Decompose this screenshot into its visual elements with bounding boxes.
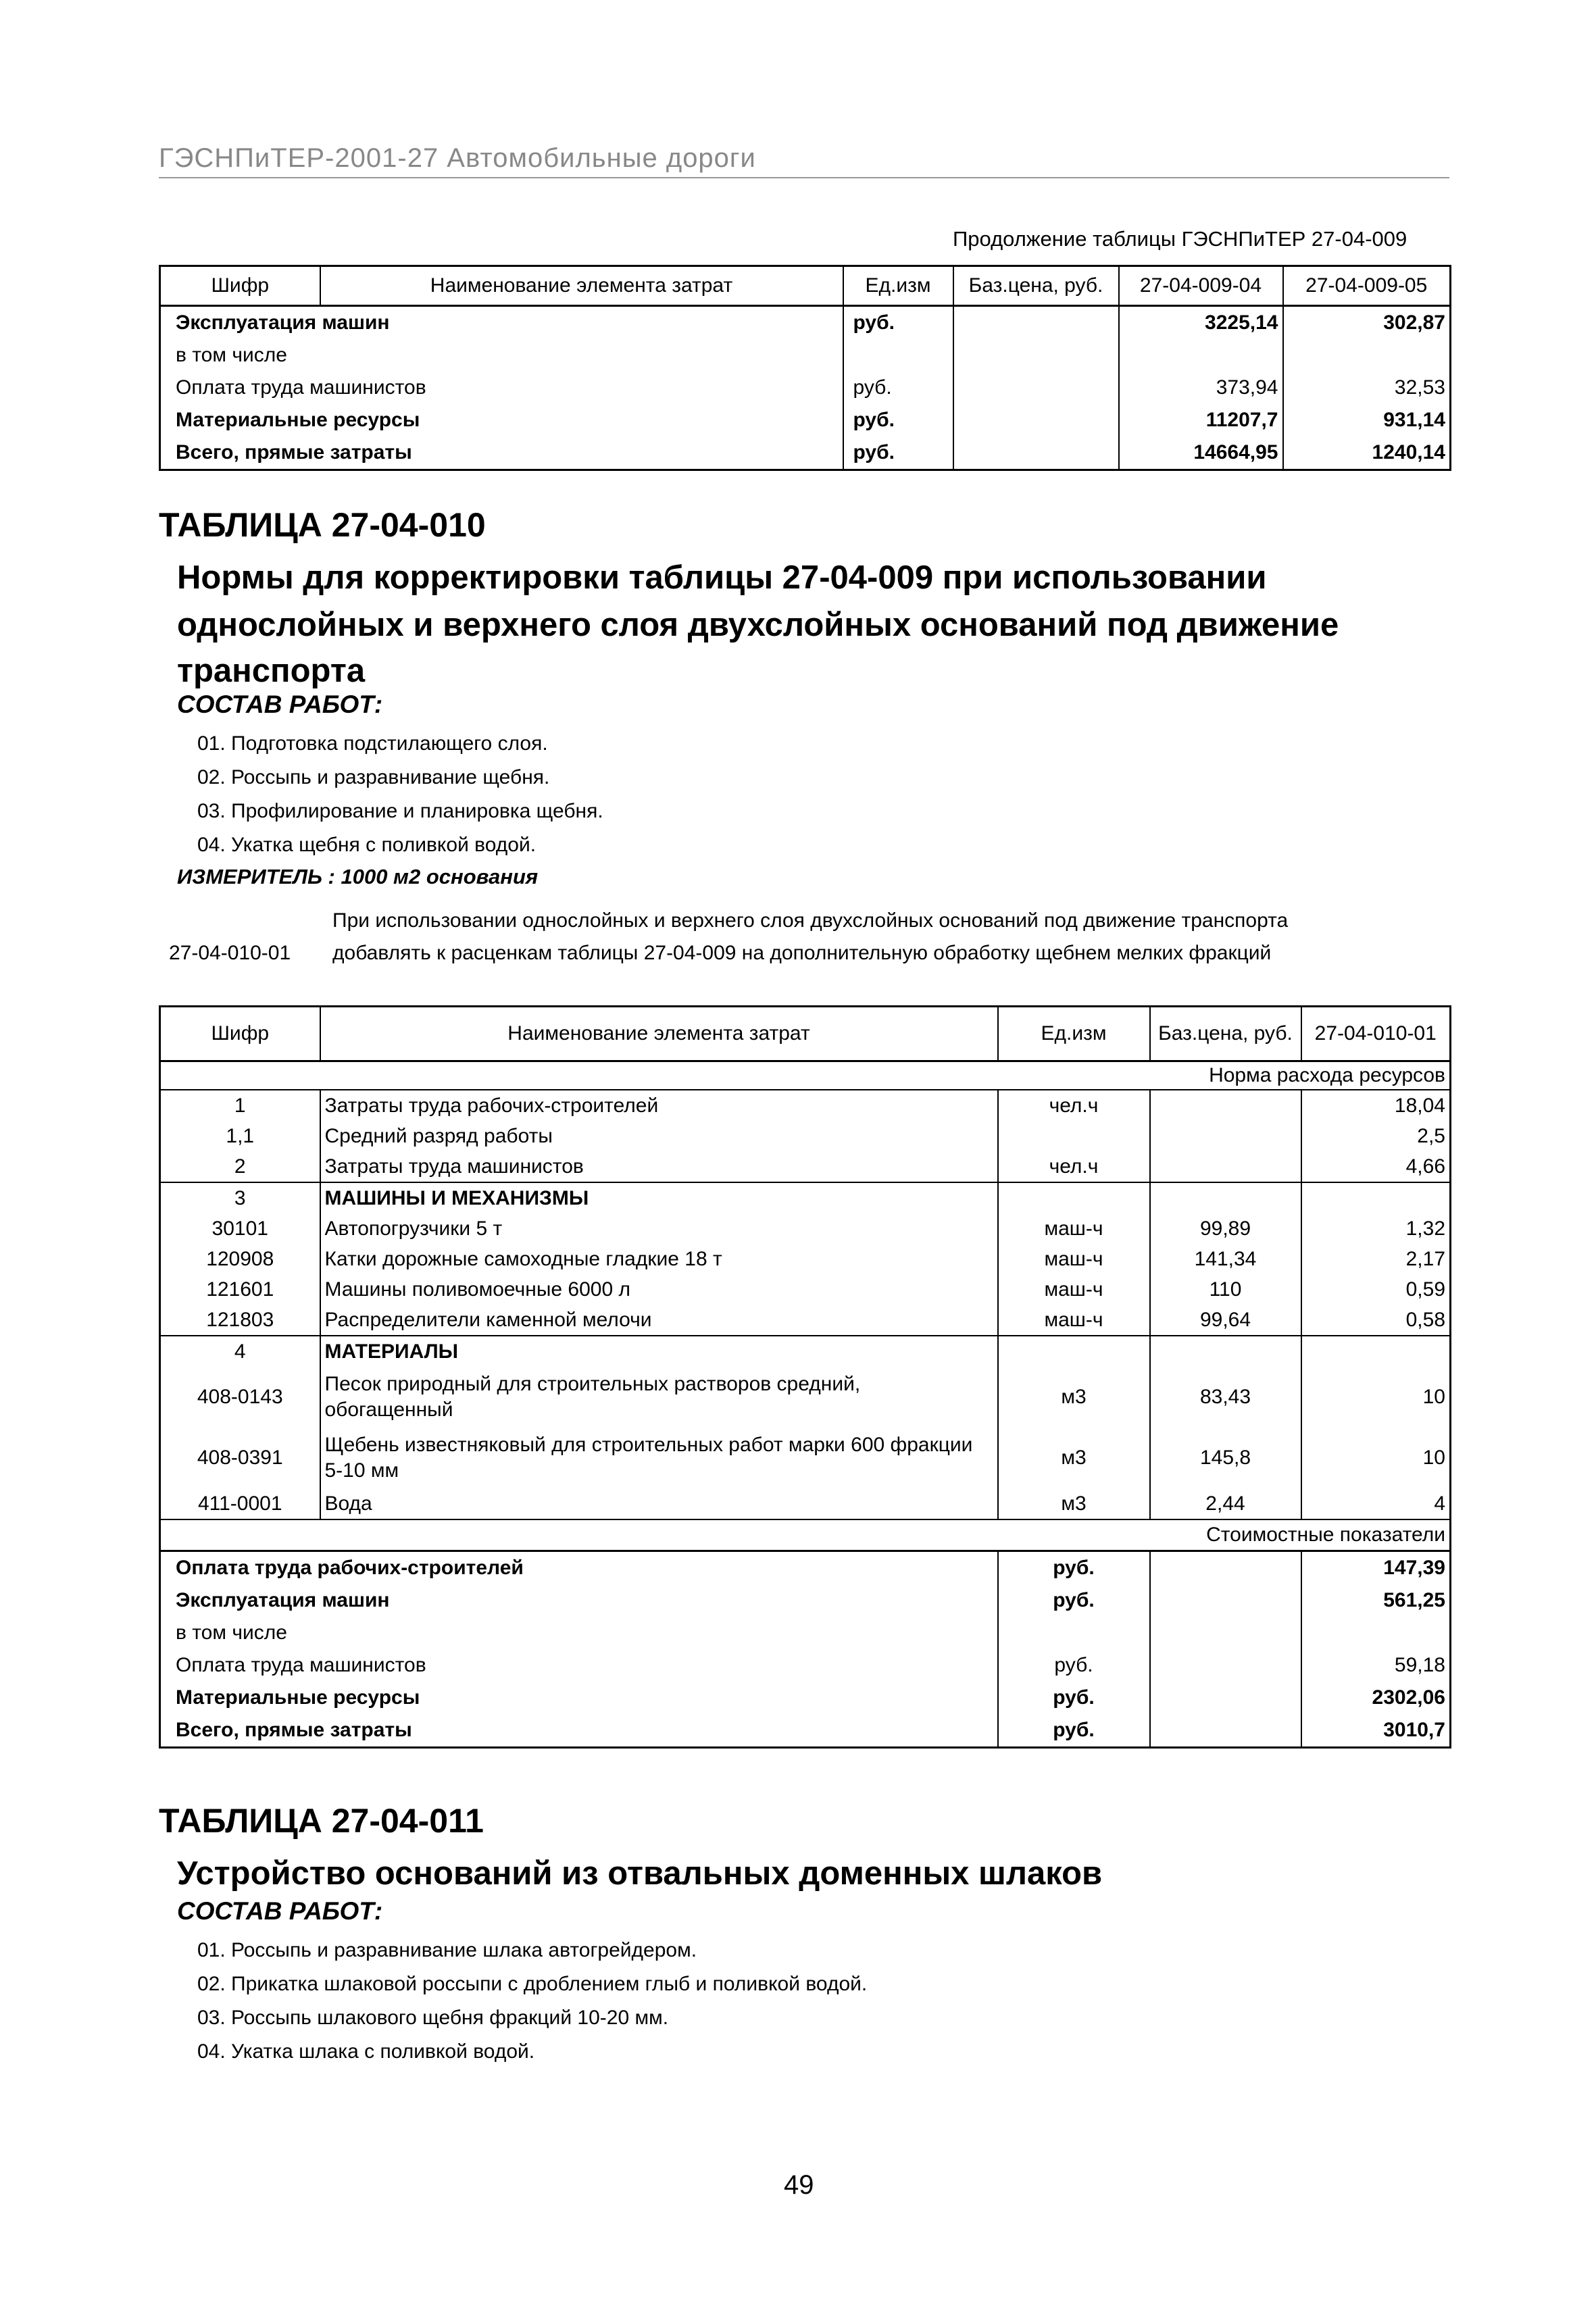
cost-value-cell: 3010,7 [1383, 1719, 1445, 1741]
intro-line-2: добавлять к расценкам таблицы 27-04-009 на дополнительную обработку щебнем мелких фракций [332, 942, 1272, 964]
table-27-04-009-continuation [159, 265, 1451, 471]
unit-cell: м3 [998, 1428, 1150, 1488]
cost-name: Оплата труда машинистов [176, 376, 426, 399]
work-item-011-4: 04. Укатка шлака с поливкой водой. [197, 2040, 535, 2063]
resource-name: Распределители каменной мелочи [320, 1305, 998, 1336]
resource-code: 1 [160, 1090, 320, 1121]
resource-name: Щебень известняковый для строительных работ марки 600 фракции 5-10 мм [320, 1428, 998, 1488]
resource-name: Песок природный для строительных растворов средний, обогащенный [320, 1367, 998, 1428]
cost-name: в том числе [176, 344, 287, 366]
unit-cell: маш-ч [998, 1244, 1150, 1274]
cost-name: Эксплуатация машин [176, 1589, 390, 1611]
unit-cell: м3 [998, 1367, 1150, 1428]
cost-row [160, 1584, 1451, 1617]
base-price-cell [953, 306, 1119, 340]
base-price-cell [1150, 1649, 1301, 1682]
norm-value-cell: 10 [1422, 1386, 1445, 1408]
cost-row [160, 1714, 1451, 1748]
resource-name: Средний разряд работы [320, 1121, 998, 1151]
unit-cell: руб. [843, 372, 953, 404]
column-header: Наименование элемента затрат [320, 1007, 998, 1061]
value-cell: 1240,14 [1372, 441, 1445, 463]
running-title: ГЭСНПиТЕР-2001-27 Автомобильные дороги [159, 143, 756, 173]
table-continuation-caption: Продолжение таблицы ГЭСНПиТЕР 27-04-009 [953, 227, 1407, 251]
column-header: Ед.изм [998, 1007, 1150, 1061]
unit-cell: руб. [998, 1551, 1150, 1585]
unit-cell [998, 1182, 1150, 1213]
unit-cell: руб. [998, 1682, 1150, 1714]
cost-value-cell: 147,39 [1383, 1557, 1445, 1579]
resource-code: 120908 [160, 1244, 320, 1274]
resource-name: Затраты труда машинистов [320, 1151, 998, 1182]
table-row [160, 372, 1451, 404]
resource-code: 30101 [160, 1213, 320, 1244]
izmeritel-010: ИЗМЕРИТЕЛЬ : 1000 м2 основания [177, 865, 539, 888]
norm-value-cell: 4 [1434, 1492, 1445, 1515]
cost-name: Материальные ресурсы [176, 409, 420, 431]
value-cell: 373,94 [1119, 372, 1283, 404]
base-price-cell [1150, 1121, 1301, 1151]
table-title-010-line3: транспорта [177, 653, 366, 689]
column-header: 27-04-010-01 [1301, 1007, 1451, 1061]
unit-cell: м3 [998, 1488, 1150, 1519]
table-title-011: Устройство оснований из отвальных доменных шлаков [177, 1855, 1103, 1892]
table-row [160, 339, 1451, 372]
table-row [160, 1305, 1451, 1336]
unit-cell [998, 1617, 1150, 1649]
base-price-cell [1150, 1551, 1301, 1585]
value-cell: 32,53 [1394, 376, 1445, 399]
cost-name: Оплата труда рабочих-строителей [176, 1557, 524, 1579]
base-price-cell: 83,43 [1150, 1367, 1301, 1428]
column-header: 27-04-009-04 [1119, 266, 1283, 306]
table-row [160, 306, 1451, 340]
table-row [160, 1274, 1451, 1305]
resource-code: 4 [160, 1336, 320, 1367]
unit-cell: руб. [998, 1649, 1150, 1682]
unit-cell: чел.ч [998, 1090, 1150, 1121]
base-price-cell: 110 [1150, 1274, 1301, 1305]
base-price-cell [953, 372, 1119, 404]
norm-value-cell: 1,32 [1405, 1217, 1445, 1240]
table-header-row [160, 266, 1451, 306]
base-price-cell: 99,89 [1150, 1213, 1301, 1244]
base-price-cell: 141,34 [1150, 1244, 1301, 1274]
norm-value-cell: 0,58 [1301, 1305, 1451, 1336]
norm-label: Норма расхода ресурсов [160, 1061, 1451, 1090]
resource-code: 408-0391 [160, 1428, 320, 1488]
table-row [160, 1090, 1451, 1121]
value-cell: 302,87 [1383, 311, 1445, 334]
base-price-cell [1150, 1182, 1301, 1213]
norm-value-cell: 18,04 [1394, 1095, 1445, 1117]
unit-cell: руб. [843, 436, 953, 470]
base-price-cell [953, 436, 1119, 470]
norm-value-cell: 10 [1422, 1447, 1445, 1469]
table-header-row [160, 1007, 1451, 1061]
base-price-cell [1150, 1714, 1301, 1748]
rate-code-010-01: 27-04-010-01 [169, 942, 291, 964]
table-row [160, 1151, 1451, 1182]
resource-name: МАТЕРИАЛЫ [320, 1336, 998, 1367]
table-27-04-010 [159, 1005, 1451, 1749]
value-cell [1119, 339, 1283, 372]
unit-cell [998, 1336, 1150, 1367]
table-title-010-line2: однослойных и верхнего слоя двухслойных оснований под движение [177, 607, 1339, 643]
cost-row [160, 1617, 1451, 1649]
table-title-010-line1: Нормы для корректировки таблицы 27-04-009 при использовании [177, 559, 1267, 596]
resource-code: 2 [160, 1151, 320, 1182]
cost-name: в том числе [176, 1621, 287, 1644]
column-header: 27-04-009-05 [1283, 266, 1451, 306]
base-price-cell [1150, 1682, 1301, 1714]
base-price-cell [953, 404, 1119, 436]
norm-value-cell [1301, 1336, 1451, 1367]
unit-cell: маш-ч [998, 1305, 1150, 1336]
value-cell: 14664,95 [1119, 436, 1283, 470]
cost-row [160, 1649, 1451, 1682]
page-number: 49 [784, 2170, 814, 2200]
column-header: Баз.цена, руб. [1150, 1007, 1301, 1061]
column-header: Шифр [160, 266, 320, 306]
base-price-cell: 145,8 [1150, 1428, 1301, 1488]
sostav-label-011: СОСТАВ РАБОТ: [177, 1897, 383, 1925]
resource-name: Машины поливомоечные 6000 л [320, 1274, 998, 1305]
base-price-cell [1150, 1336, 1301, 1367]
cost-name: Материальные ресурсы [176, 1686, 420, 1709]
cost-value-cell [1301, 1617, 1451, 1649]
table-row [160, 404, 1451, 436]
value-cell: 3225,14 [1119, 306, 1283, 340]
resource-code: 408-0143 [160, 1367, 320, 1428]
table-heading-010: ТАБЛИЦА 27-04-010 [159, 506, 486, 544]
sostav-label-010: СОСТАВ РАБОТ: [177, 690, 383, 718]
cost-label: Стоимостные показатели [160, 1519, 1451, 1551]
unit-cell [998, 1121, 1150, 1151]
unit-cell: руб. [843, 404, 953, 436]
table-row [160, 1336, 1451, 1367]
base-price-cell [1150, 1584, 1301, 1617]
table-heading-011: ТАБЛИЦА 27-04-011 [159, 1802, 484, 1840]
table-row [160, 436, 1451, 470]
table-row [160, 1121, 1451, 1151]
base-price-cell [1150, 1090, 1301, 1121]
cost-name: Оплата труда машинистов [176, 1654, 426, 1676]
base-price-cell: 2,44 [1150, 1488, 1301, 1519]
resource-name: Вода [320, 1488, 998, 1519]
resource-name: Катки дорожные самоходные гладкие 18 т [320, 1244, 998, 1274]
column-header: Баз.цена, руб. [953, 266, 1119, 306]
column-header: Наименование элемента затрат [320, 266, 843, 306]
base-price-cell [953, 339, 1119, 372]
cost-value-cell: 2302,06 [1372, 1686, 1445, 1709]
table-row [160, 1488, 1451, 1519]
header-rule [159, 177, 1449, 178]
cost-value-cell: 59,18 [1394, 1654, 1445, 1676]
resource-code: 411-0001 [160, 1488, 320, 1519]
value-cell: 11207,7 [1119, 404, 1283, 436]
value-cell [1283, 339, 1451, 372]
work-item-010-2: 02. Россыпь и разравнивание щебня. [197, 766, 550, 788]
cost-label-row [160, 1519, 1451, 1551]
work-item-011-3: 03. Россыпь шлакового щебня фракций 10-20 мм. [197, 2007, 669, 2029]
cost-name: Эксплуатация машин [176, 311, 390, 334]
unit-cell: руб. [998, 1584, 1150, 1617]
norm-value-cell: 0,59 [1405, 1278, 1445, 1301]
unit-cell: маш-ч [998, 1274, 1150, 1305]
cost-row [160, 1551, 1451, 1585]
norm-label-row [160, 1061, 1451, 1090]
cost-row [160, 1682, 1451, 1714]
work-item-011-1: 01. Россыпь и разравнивание шлака автогрейдером. [197, 1939, 697, 1961]
cost-name: Всего, прямые затраты [176, 441, 412, 463]
norm-value-cell: 2,5 [1417, 1125, 1445, 1147]
unit-cell [843, 339, 953, 372]
unit-cell: руб. [998, 1714, 1150, 1748]
cost-value-cell: 561,25 [1383, 1589, 1445, 1611]
norm-value-cell: 2,17 [1405, 1248, 1445, 1270]
resource-name: Автопогрузчики 5 т [320, 1213, 998, 1244]
table-row [160, 1213, 1451, 1244]
base-price-cell [1150, 1617, 1301, 1649]
intro-line-1: При использовании однослойных и верхнего слоя двухслойных оснований под движение транспорта [332, 909, 1289, 932]
resource-code: 1,1 [160, 1121, 320, 1151]
column-header: Шифр [160, 1007, 320, 1061]
work-item-010-1: 01. Подготовка подстилающего слоя. [197, 732, 548, 755]
table-row [160, 1428, 1451, 1488]
work-item-011-2: 02. Прикатка шлаковой россыпи с дроблением глыб и поливкой водой. [197, 1973, 868, 1995]
resource-code: 3 [160, 1182, 320, 1213]
work-item-010-4: 04. Укатка щебня с поливкой водой. [197, 834, 537, 856]
unit-cell: чел.ч [998, 1151, 1150, 1182]
unit-cell: маш-ч [998, 1213, 1150, 1244]
cost-name: Всего, прямые затраты [176, 1719, 412, 1741]
norm-value-cell [1301, 1182, 1451, 1213]
value-cell: 931,14 [1383, 409, 1445, 431]
base-price-cell: 99,64 [1150, 1305, 1301, 1336]
resource-code: 121601 [160, 1274, 320, 1305]
table-row [160, 1244, 1451, 1274]
unit-cell: руб. [843, 306, 953, 340]
column-header: Ед.изм [843, 266, 953, 306]
work-item-010-3: 03. Профилирование и планировка щебня. [197, 800, 603, 822]
table-row [160, 1182, 1451, 1213]
resource-name: Затраты труда рабочих-строителей [320, 1090, 998, 1121]
resource-code: 121803 [160, 1305, 320, 1336]
table-row [160, 1367, 1451, 1428]
resource-name: МАШИНЫ И МЕХАНИЗМЫ [320, 1182, 998, 1213]
base-price-cell [1150, 1151, 1301, 1182]
norm-value-cell: 4,66 [1301, 1151, 1451, 1182]
